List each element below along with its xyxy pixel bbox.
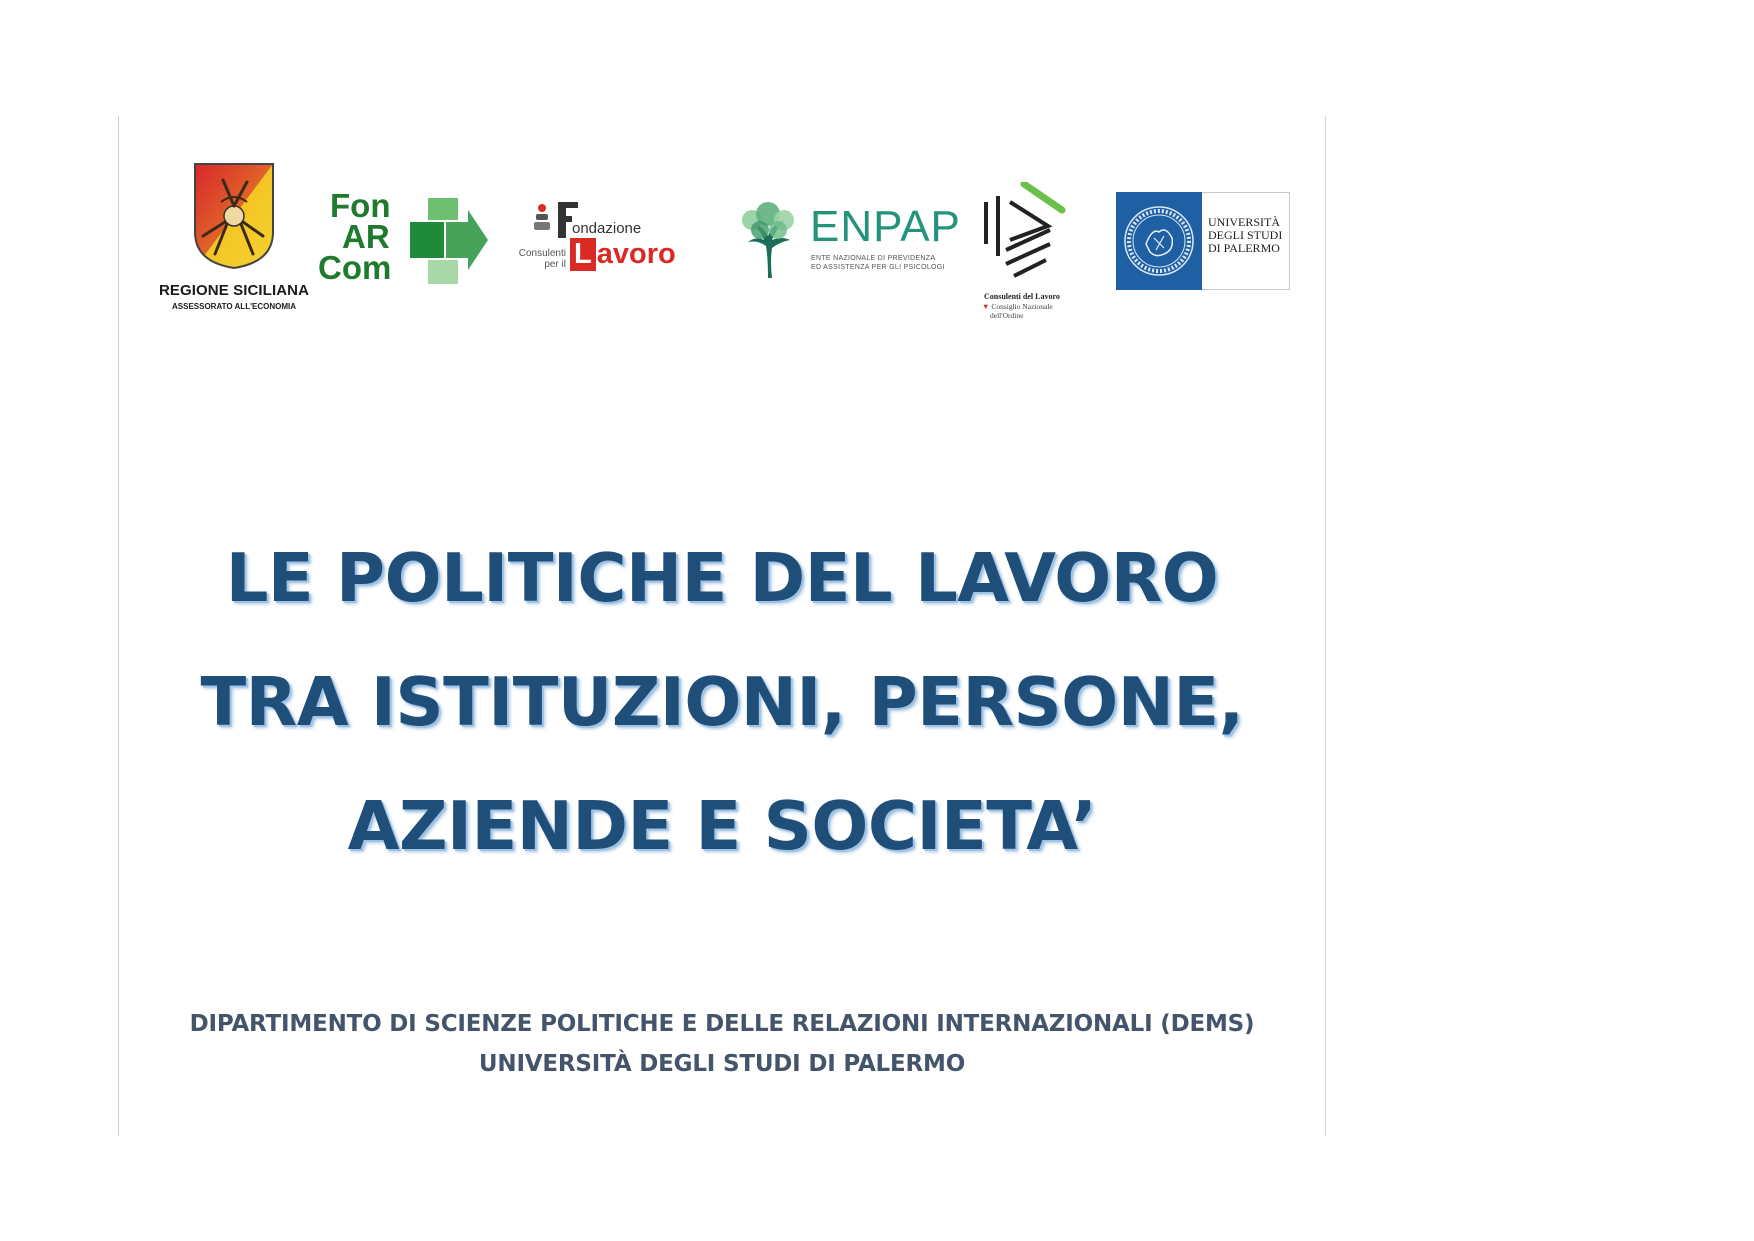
regione-name: REGIONE SICILIANA [158,282,310,299]
unipa-seal-icon [1116,192,1202,290]
regione-subtitle: ASSESSORATO ALL'ECONOMIA [172,302,296,311]
enpap-subtitle [811,254,945,272]
enpap-logo [738,202,961,282]
footer-line-1: DIPARTIMENTO DI SCIENZE POLITICHE E DELLE RELAZIONI INTERNAZIONALI (DEMS) [189,1011,1255,1037]
enpap-name: ENPAP [810,202,961,251]
footer-line-2: UNIVERSITÀ DEGLI STUDI DI PALERMO [478,1051,966,1077]
fonarcom-line-2: AR [342,218,390,255]
consulenti-sub-line-2: dell'Ordine [990,311,1024,320]
consulenti-name: Consulenti del Lavoro [984,292,1060,301]
fonarcom-arrow-icon [410,198,488,288]
regione-siciliana-logo [154,162,310,322]
fondazione-lavoro-word [570,238,676,271]
title-line-3: AZIENDE E SOCIETA’ [347,787,1097,865]
unipa-seal-box [1116,192,1202,290]
consulenti-lavoro-logo [976,182,1076,322]
enpap-subtitle-line-1: ENTE NAZIONALE DI PREVIDENZA [811,255,936,262]
fondazione-word: ondazione [572,220,642,237]
document-title [118,516,1326,888]
unipa-logo [1116,192,1292,292]
fonarcom-line-3: Com [318,249,392,286]
consulenti-sub-line-1: Consiglio Nazionale [991,302,1053,311]
unipa-name [1208,216,1282,255]
trinacria-shield-icon [193,162,275,270]
title-line-2: TRA ISTITUZIONI, PERSONE, [200,663,1244,741]
title-line-1: LE POLITICHE DEL LAVORO [225,539,1219,617]
lavoro-rest: avoro [596,238,676,270]
document-page [118,116,1326,1136]
consulenti-mark-icon [976,182,1066,282]
fondazione-lavoro-logo [518,202,693,282]
enpap-subtitle-line-2: ED ASSISTENZA PER GLI PSICOLOGI [811,264,945,271]
red-triangle-icon: ▼ [982,302,990,311]
unipa-line-3: DI PALERMO [1208,241,1280,255]
fonarcom-logo [318,187,488,292]
unipa-line-2: DEGLI STUDI [1208,228,1283,242]
fondazione-prefix: Consulenti per il [518,248,566,270]
fonarcom-wordmark [318,187,396,286]
department-footer [118,1004,1326,1084]
tree-icon [738,202,798,278]
consulenti-subtitle [982,302,1053,320]
fonarcom-line-1: Fon [330,187,391,224]
unipa-line-1: UNIVERSITÀ [1208,215,1280,229]
lavoro-initial: L [570,238,596,271]
